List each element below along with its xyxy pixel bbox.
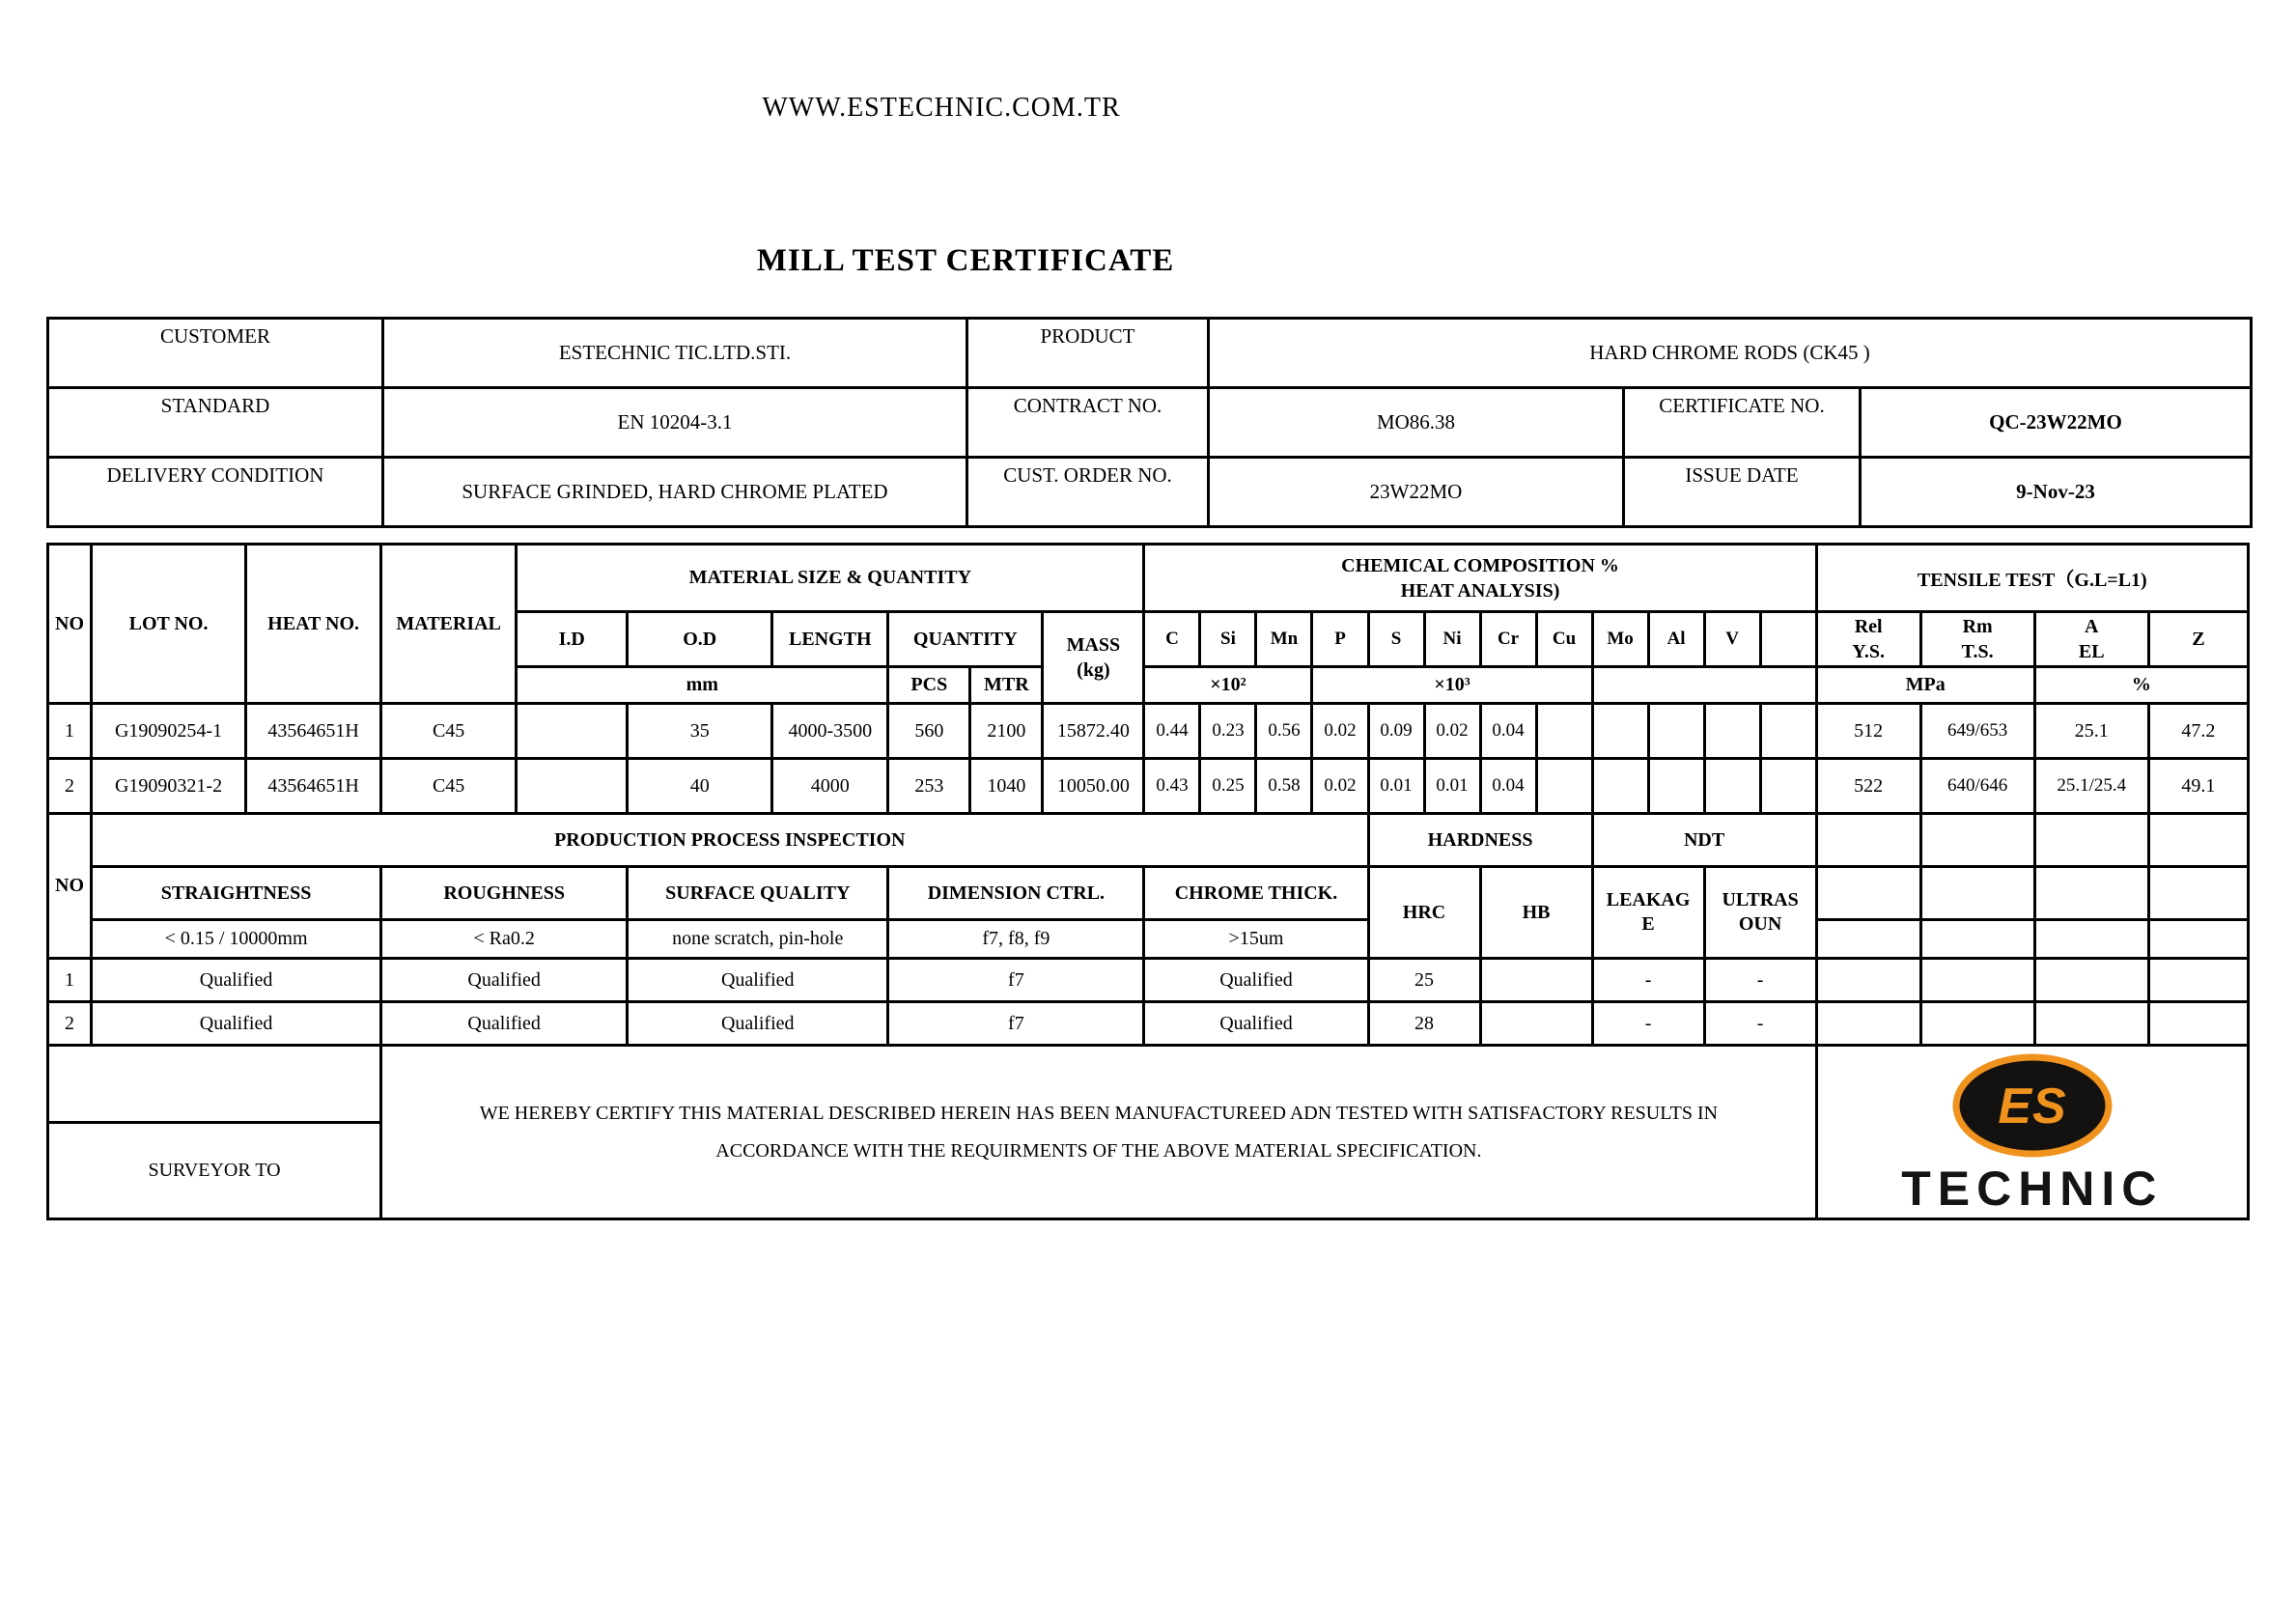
rel-line2: Y.S. [1852,641,1885,662]
inspection-no-header: NO [48,814,92,959]
empty-cell [2148,1002,2248,1046]
group-header-chemical [1144,545,1816,612]
cell-ultrasoun: - [1704,959,1816,1002]
cell-v [1704,759,1760,814]
cell-no: 1 [48,704,92,759]
cell-mtr: 1040 [970,759,1043,814]
surveyor-empty-cell [48,1046,381,1123]
certificate-label: CERTIFICATE NO. [1624,388,1861,458]
cell-no: 2 [48,1002,92,1046]
cell-roughness: Qualified [381,959,628,1002]
cell-mtr: 2100 [970,704,1043,759]
logo-wordmark: TECHNIC [1901,1161,2164,1216]
cell-heat: 43564651H [246,759,381,814]
cell-c: 0.43 [1144,759,1200,814]
hardness-header: HARDNESS [1368,814,1592,867]
product-value: HARD CHROME RODS (CK45 ) [1209,319,2252,388]
empty-cell [2034,814,2148,867]
certificate-value: QC-23W22MO [1861,388,2252,458]
empty-cell [1920,867,2034,920]
page-title: MILL TEST CERTIFICATE [756,243,1175,278]
straightness-spec: < 0.15 / 10000mm [92,920,381,959]
col-header-element-v: V [1704,612,1760,667]
col-header-lot: LOT NO. [92,545,246,704]
empty-cell [1920,920,2034,959]
cell-p: 0.02 [1312,759,1368,814]
chemical-title-line1: CHEMICAL COMPOSITION % [1341,554,1619,576]
col-header-element-p: P [1312,612,1368,667]
cell-length: 4000 [772,759,888,814]
empty-cell [1816,959,1920,1002]
product-label: PRODUCT [967,319,1209,388]
cell-si: 0.23 [1200,704,1256,759]
cell-a-el: 25.1 [2034,704,2148,759]
unit-percent: % [2034,667,2248,704]
unit-x10-2: ×10² [1144,667,1312,704]
cust-order-value: 23W22MO [1209,458,1624,527]
col-header-mass [1043,612,1144,704]
cell-a-el: 25.1/25.4 [2034,759,2148,814]
cell-cu [1536,704,1592,759]
cell-surface: Qualified [628,1002,888,1046]
cell-p: 0.02 [1312,704,1368,759]
cell-lot: G19090321-2 [92,759,246,814]
cell-material: C45 [381,704,517,759]
cell-rm-ts: 649/653 [1920,704,2034,759]
ndt-header: NDT [1592,814,1816,867]
cell-lot: G19090254-1 [92,704,246,759]
inspection-row-2 [48,1002,2249,1046]
hb-header: HB [1480,867,1592,959]
a-line1: A [2084,616,2099,637]
empty-cell [2148,814,2248,867]
cell-rel-ys: 522 [1816,759,1920,814]
unit-mpa: MPa [1816,667,2034,704]
material-row-2 [48,759,2249,814]
cell-mn: 0.56 [1256,704,1312,759]
standard-label: STANDARD [48,388,383,458]
cell-pcs: 560 [888,704,970,759]
chrome-thick-header: CHROME THICK. [1144,867,1368,920]
cell-dimension: f7 [888,959,1144,1002]
cell-rel-ys: 512 [1816,704,1920,759]
cell-leakage: - [1592,959,1704,1002]
cell-blank [1760,759,1816,814]
certification-statement: WE HEREBY CERTIFY THIS MATERIAL DESCRIBED HEREIN HAS BEEN MANUFACTUREED ADN TESTED WITH SATISFACTORY RESULTS IN ACCORDANCE WITH THE REQUIRMENTS OF THE ABOVE MATERIAL SPECIFICATION. [381,1046,1817,1219]
cell-ni: 0.02 [1424,704,1480,759]
cell-od: 40 [628,759,772,814]
empty-cell [1816,814,1920,867]
contract-value: MO86.38 [1209,388,1624,458]
empty-cell [2148,959,2248,1002]
surface-quality-header: SURFACE QUALITY [628,867,888,920]
col-header-element-si: Si [1200,612,1256,667]
cell-pcs: 253 [888,759,970,814]
rm-line2: T.S. [1961,641,1994,662]
empty-cell [2148,867,2248,920]
rm-line1: Rm [1962,616,1993,637]
cell-al [1648,704,1704,759]
cell-blank [1760,704,1816,759]
website-url: WWW.ESTECHNIC.COM.TR [762,93,1121,123]
cell-length: 4000-3500 [772,704,888,759]
surveyor-label: SURVEYOR TO [48,1123,381,1219]
col-header-rm-ts [1920,612,2034,667]
delivery-value: SURFACE GRINDED, HARD CHROME PLATED [383,458,967,527]
cell-mass: 15872.40 [1043,704,1144,759]
col-header-no: NO [48,545,92,704]
dimension-ctrl-header: DIMENSION CTRL. [888,867,1144,920]
cell-ni: 0.01 [1424,759,1480,814]
unit-mtr: MTR [970,667,1043,704]
cell-cr: 0.04 [1480,759,1536,814]
empty-cell [1920,1002,2034,1046]
inspection-title: PRODUCTION PROCESS INSPECTION [92,814,1368,867]
mass-label: MASS [1066,634,1121,656]
info-table [46,317,2253,528]
empty-cell [1920,814,2034,867]
ultrasoun-header [1704,867,1816,959]
cell-hb [1480,1002,1592,1046]
cell-no: 2 [48,759,92,814]
mass-unit: (kg) [1077,659,1110,681]
delivery-label: DELIVERY CONDITION [48,458,383,527]
customer-value: ESTECHNIC TIC.LTD.STI. [383,319,967,388]
contract-label: CONTRACT NO. [967,388,1209,458]
cell-c: 0.44 [1144,704,1200,759]
dimension-ctrl-spec: f7, f8, f9 [888,920,1144,959]
a-line2: EL [2078,641,2105,662]
leakage-header [1592,867,1704,959]
col-header-element-cr: Cr [1480,612,1536,667]
leakage-label: LEAKAGE [1606,889,1691,935]
roughness-header: ROUGHNESS [381,867,628,920]
cell-si: 0.25 [1200,759,1256,814]
cell-mass: 10050.00 [1043,759,1144,814]
issue-date-value: 9-Nov-23 [1861,458,2252,527]
cell-chrome: Qualified [1144,1002,1368,1046]
empty-cell [1816,867,1920,920]
cell-s: 0.09 [1368,704,1424,759]
col-header-od: O.D [628,612,772,667]
cell-straightness: Qualified [92,1002,381,1046]
col-header-z: Z [2148,612,2248,667]
cell-hb [1480,959,1592,1002]
cell-roughness: Qualified [381,1002,628,1046]
inspection-row-1 [48,959,2249,1002]
empty-cell [1816,1002,1920,1046]
cell-heat: 43564651H [246,704,381,759]
col-header-a-el [2034,612,2148,667]
cell-chrome: Qualified [1144,959,1368,1002]
empty-cell [1920,959,2034,1002]
unit-mm: mm [517,667,888,704]
straightness-header: STRAIGHTNESS [92,867,381,920]
col-header-material: MATERIAL [381,545,517,704]
ultrasoun-label: ULTRASOUN [1722,889,1799,935]
col-header-element-mo: Mo [1592,612,1648,667]
cell-rm-ts: 640/646 [1920,759,2034,814]
cell-z: 47.2 [2148,704,2248,759]
col-header-element-mn: Mn [1256,612,1312,667]
empty-cell [2034,920,2148,959]
empty-cell [2034,1002,2148,1046]
material-row-1 [48,704,2249,759]
customer-label: CUSTOMER [48,319,383,388]
cell-mo [1592,704,1648,759]
empty-cell [2148,920,2248,959]
col-header-element-cu: Cu [1536,612,1592,667]
col-header-quantity: QUANTITY [888,612,1043,667]
cell-surface: Qualified [628,959,888,1002]
issue-date-label: ISSUE DATE [1624,458,1861,527]
col-header-element-s: S [1368,612,1424,667]
empty-cell [2034,959,2148,1002]
cell-material: C45 [381,759,517,814]
cell-mo [1592,759,1648,814]
cell-id [517,759,628,814]
empty-cell [1816,920,1920,959]
cell-id [517,704,628,759]
es-badge-icon [1950,1052,2114,1159]
cell-dimension: f7 [888,1002,1144,1046]
col-header-element-al: Al [1648,612,1704,667]
unit-pcs: PCS [888,667,970,704]
cell-mn: 0.58 [1256,759,1312,814]
main-table [46,543,2250,1220]
es-monogram: ES [1998,1078,2067,1134]
col-header-heat: HEAT NO. [246,545,381,704]
surface-quality-spec: none scratch, pin-hole [628,920,888,959]
col-header-element-blank [1760,612,1816,667]
chemical-title-line2: HEAT ANALYSIS) [1400,579,1560,602]
hrc-header: HRC [1368,867,1480,959]
col-header-rel-ys [1816,612,1920,667]
cell-hrc: 25 [1368,959,1480,1002]
cell-leakage: - [1592,1002,1704,1046]
cell-cr: 0.04 [1480,704,1536,759]
standard-value: EN 10204-3.1 [383,388,967,458]
unit-blank [1592,667,1816,704]
col-header-element-ni: Ni [1424,612,1480,667]
group-header-tensile: TENSILE TEST（G.L=L1) [1816,545,2248,612]
cell-s: 0.01 [1368,759,1424,814]
cell-straightness: Qualified [92,959,381,1002]
rel-line1: Rel [1854,616,1883,637]
col-header-length: LENGTH [772,612,888,667]
cell-al [1648,759,1704,814]
chrome-thick-spec: >15um [1144,920,1368,959]
col-header-id: I.D [517,612,628,667]
cust-order-label: CUST. ORDER NO. [967,458,1209,527]
group-header-size-quantity: MATERIAL SIZE & QUANTITY [517,545,1144,612]
cell-no: 1 [48,959,92,1002]
cell-z: 49.1 [2148,759,2248,814]
unit-x10-3: ×10³ [1312,667,1592,704]
roughness-spec: < Ra0.2 [381,920,628,959]
company-logo [1816,1046,2248,1219]
cell-v [1704,704,1760,759]
cell-od: 35 [628,704,772,759]
cell-ultrasoun: - [1704,1002,1816,1046]
empty-cell [2034,867,2148,920]
col-header-element-c: C [1144,612,1200,667]
cell-cu [1536,759,1592,814]
cell-hrc: 28 [1368,1002,1480,1046]
